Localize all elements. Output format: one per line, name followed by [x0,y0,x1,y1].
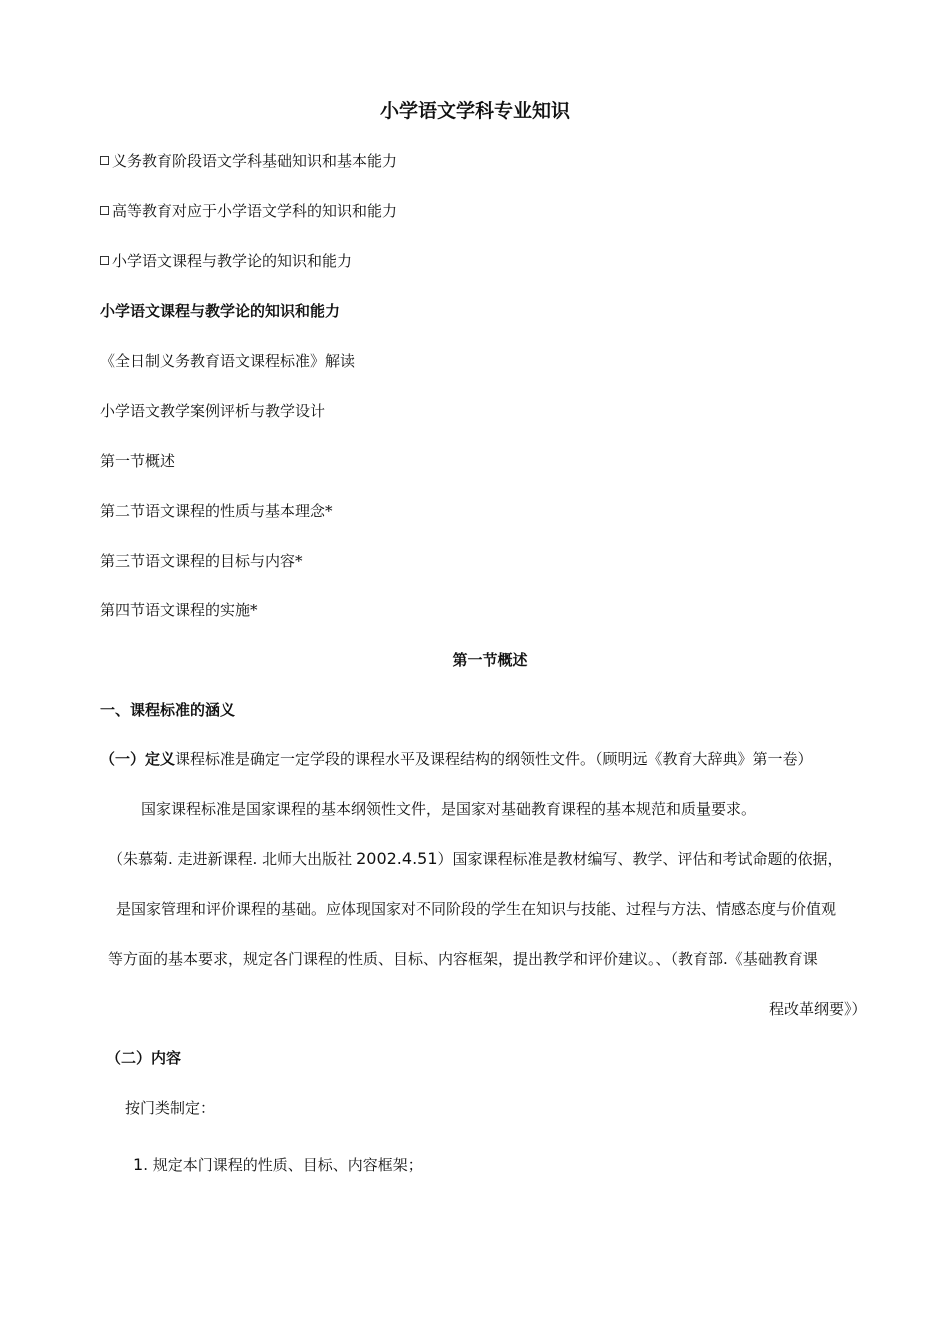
part2-intro: 按门类制定： [125,1099,216,1117]
definition-label: 定义 [145,750,176,768]
checkbox-square-icon [100,256,109,265]
paragraph-line [108,849,843,869]
paragraph-line: 国家课程标准是国家课程的基本纲领性文件，是国家对基础教育课程的基本规范和质量要求。 [141,800,757,818]
definition-text: 课程标准是确定一定学段的课程水平及课程结构的纲领性文件。（顾明远《教育大辞典》第一卷） [175,750,813,768]
chapter-heading: 第一节概述 [452,651,528,669]
part1-heading: 一、课程标准的涵义 [100,701,236,719]
checkbox-square-icon [100,156,109,165]
toc-item: 第一节概述 [100,452,176,470]
toc-item: 小学语文教学案例评析与教学设计 [100,402,326,420]
numbered-list-item [133,1155,423,1175]
part2-heading: （二）内容 [106,1049,182,1067]
checklist-item [100,151,397,171]
definition-line [100,749,813,769]
paragraph-text: ）国家课程标准是教材编写、教学、评估和考试命题的依据， [437,850,843,868]
paragraph-line: 程改革纲要》） [769,1000,867,1018]
document-title: 小学语文学科专业知识 [379,100,570,122]
list-item-text: . 规定本门课程的性质、目标、内容框架； [143,1156,423,1174]
checklist-item-text: 义务教育阶段语文学科基础知识和基本能力 [112,152,398,170]
checklist-item-text: 小学语文课程与教学论的知识和能力 [112,252,353,270]
toc-item: 第四节语文课程的实施* [100,601,258,619]
definition-prefix: （一） [100,750,146,768]
paragraph-line: 等方面的基本要求，规定各门课程的性质、目标、内容框架，提出教学和评价建议。、（教育部.《基础教育课 [108,950,818,968]
checklist-item [100,251,352,271]
toc-item: 第三节语文课程的目标与内容* [100,552,303,570]
citation-text: （朱慕菊. 走进新课程. 北师大出版社 [108,850,353,868]
checklist-item [100,201,397,221]
checklist-item-text: 高等教育对应于小学语文学科的知识和能力 [112,202,398,220]
toc-item: 《全日制义务教育语文课程标准》解读 [100,352,356,370]
checkbox-square-icon [100,206,109,215]
paragraph-line: 是国家管理和评价课程的基础。应体现国家对不同阶段的学生在知识与技能、过程与方法、情感态度与价值观 [116,900,837,918]
citation-number: 2002.4.51 [356,849,438,868]
toc-item: 第二节语文课程的性质与基本理念* [100,502,333,520]
list-number: 1 [133,1155,144,1174]
section-heading: 小学语文课程与教学论的知识和能力 [100,302,341,320]
